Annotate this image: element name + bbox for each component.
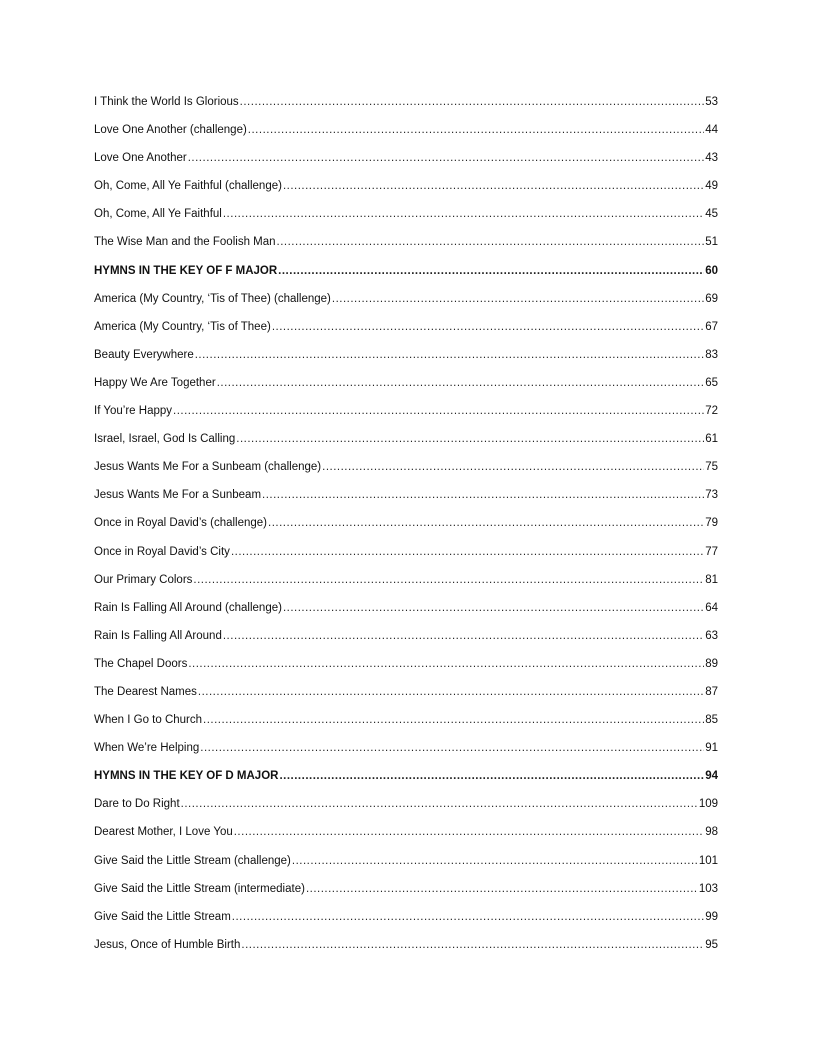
toc-dot-leader: [173, 401, 704, 421]
toc-page-number: 51: [705, 236, 718, 249]
toc-entry[interactable]: [94, 289, 718, 317]
toc-entry-title: America (My Country, ‘Tis of Thee): [94, 320, 271, 333]
toc-entry[interactable]: [94, 317, 718, 345]
toc-dot-leader: [268, 513, 704, 533]
toc-page-number: 75: [705, 461, 718, 474]
toc-entry-title: I Think the World Is Glorious: [94, 96, 239, 108]
toc-entry-title: Jesus Wants Me For a Sunbeam (challenge): [94, 461, 322, 474]
toc-entry-title: Dare to Do Right: [94, 798, 180, 811]
toc-dot-leader: [195, 345, 704, 365]
toc-entry[interactable]: [94, 148, 718, 176]
toc-entry[interactable]: [94, 879, 718, 907]
toc-page-number: 45: [705, 208, 718, 221]
toc-page-number: 43: [705, 152, 718, 165]
toc-entry-title: Give Said the Little Stream (challenge): [94, 854, 291, 867]
toc-dot-leader: [193, 570, 704, 590]
toc-page-number: 73: [705, 489, 718, 502]
toc-page-number: 64: [705, 601, 718, 614]
toc-dot-leader: [223, 626, 704, 646]
toc-page-number: 83: [705, 348, 718, 361]
toc-page-number: 98: [705, 826, 718, 839]
toc-entry-title: Oh, Come, All Ye Faithful (challenge): [94, 180, 282, 193]
toc-section-heading[interactable]: [94, 766, 718, 794]
toc-entry-title: HYMNS IN THE KEY OF F MAJOR: [94, 264, 278, 277]
toc-dot-leader: [236, 429, 704, 449]
toc-entry-title: Happy We Are Together: [94, 376, 216, 389]
toc-dot-leader: [232, 907, 704, 927]
toc-page-number: 60: [705, 264, 718, 277]
toc-entry[interactable]: [94, 542, 718, 570]
toc-page-number: 89: [705, 657, 718, 670]
toc-entry[interactable]: [94, 822, 718, 850]
toc-entry[interactable]: [94, 570, 718, 598]
toc-page-number: 103: [698, 882, 718, 895]
toc-page-number: 72: [705, 405, 718, 418]
toc-page-number: 49: [705, 180, 718, 193]
toc-entry[interactable]: [94, 794, 718, 822]
toc-entry[interactable]: [94, 92, 718, 120]
toc-page-number: 69: [705, 292, 718, 305]
toc-entry-title: Once in Royal David’s City: [94, 545, 230, 558]
toc-dot-leader: [262, 485, 704, 505]
toc-entry[interactable]: [94, 710, 718, 738]
toc-entry-title: Give Said the Little Stream (intermediate): [94, 882, 305, 895]
toc-entry[interactable]: [94, 176, 718, 204]
toc-dot-leader: [322, 457, 704, 477]
toc-page-number: 87: [705, 685, 718, 698]
toc-dot-leader: [248, 120, 704, 140]
toc-dot-leader: [188, 654, 704, 674]
toc-entry[interactable]: [94, 626, 718, 654]
toc-dot-leader: [283, 598, 704, 618]
toc-entry-title: Jesus Wants Me For a Sunbeam: [94, 489, 262, 502]
toc-page-number: 109: [698, 798, 718, 811]
toc-page-number: 81: [705, 573, 718, 586]
toc-entry-title: Dearest Mother, I Love You: [94, 826, 233, 839]
toc-entry-title: Our Primary Colors: [94, 573, 193, 586]
toc-dot-leader: [223, 204, 704, 224]
toc-dot-leader: [278, 261, 704, 281]
toc-dot-leader: [234, 822, 704, 842]
toc-page-number: 99: [705, 910, 718, 923]
toc-dot-leader: [283, 176, 704, 196]
toc-entry-title: If You’re Happy: [94, 405, 173, 418]
toc-page-number: 94: [705, 770, 718, 783]
toc-entry[interactable]: [94, 457, 718, 485]
toc-dot-leader: [241, 935, 704, 955]
toc-entry[interactable]: [94, 513, 718, 541]
toc-page-number: 63: [705, 629, 718, 642]
toc-entry-title: HYMNS IN THE KEY OF D MAJOR: [94, 770, 279, 783]
toc-entry[interactable]: [94, 851, 718, 879]
toc-page-number: 77: [705, 545, 718, 558]
toc-entry[interactable]: [94, 429, 718, 457]
toc-page-number: 61: [705, 433, 718, 446]
toc-entry-title: The Dearest Names: [94, 685, 197, 698]
toc-page-number: 101: [698, 854, 718, 867]
toc-dot-leader: [200, 738, 704, 758]
toc-entry-title: When I Go to Church: [94, 714, 203, 727]
toc-entry-title: The Wise Man and the Foolish Man: [94, 236, 276, 249]
toc-dot-leader: [188, 148, 704, 168]
toc-dot-leader: [217, 373, 705, 393]
toc-entry-title: The Chapel Doors: [94, 657, 188, 670]
toc-dot-leader: [231, 542, 704, 562]
toc-entry[interactable]: [94, 345, 718, 373]
toc-entry-title: Israel, Israel, God Is Calling: [94, 433, 236, 446]
toc-dot-leader: [198, 682, 704, 702]
toc-page-number: 67: [705, 320, 718, 333]
toc-entry[interactable]: [94, 935, 718, 963]
toc-entry-title: America (My Country, ‘Tis of Thee) (challenge): [94, 292, 331, 305]
toc-dot-leader: [292, 851, 698, 871]
toc-section-heading[interactable]: [94, 261, 718, 289]
toc-entry-title: Love One Another: [94, 152, 187, 165]
toc-page-number: 65: [705, 376, 718, 389]
toc-dot-leader: [277, 232, 705, 252]
toc-entry[interactable]: [94, 907, 718, 935]
table-of-contents: [94, 92, 718, 963]
toc-entry[interactable]: [94, 485, 718, 513]
toc-dot-leader: [332, 289, 704, 309]
toc-entry[interactable]: [94, 120, 718, 148]
toc-entry[interactable]: [94, 598, 718, 626]
toc-entry-title: Rain Is Falling All Around: [94, 629, 222, 642]
toc-dot-leader: [306, 879, 698, 899]
toc-entry[interactable]: [94, 401, 718, 429]
toc-page-number: 91: [705, 742, 718, 755]
toc-entry-title: Oh, Come, All Ye Faithful: [94, 208, 222, 221]
toc-page-number: 79: [705, 517, 718, 530]
toc-entry-title: Once in Royal David’s (challenge): [94, 517, 268, 530]
toc-entry[interactable]: [94, 373, 718, 401]
toc-dot-leader: [240, 92, 705, 112]
toc-dot-leader: [203, 710, 704, 730]
toc-entry-title: Love One Another (challenge): [94, 124, 247, 137]
toc-page-number: 85: [705, 714, 718, 727]
toc-entry-title: Rain Is Falling All Around (challenge): [94, 601, 282, 614]
toc-entry-title: Beauty Everywhere: [94, 348, 194, 361]
toc-dot-leader: [272, 317, 704, 337]
toc-page-number: 44: [705, 124, 718, 137]
toc-entry[interactable]: [94, 232, 718, 260]
toc-dot-leader: [181, 794, 698, 814]
toc-entry[interactable]: [94, 738, 718, 766]
toc-entry[interactable]: [94, 204, 718, 232]
toc-entry-title: When We’re Helping: [94, 742, 200, 755]
toc-entry-title: Give Said the Little Stream: [94, 910, 231, 923]
toc-entry[interactable]: [94, 682, 718, 710]
toc-dot-leader: [279, 766, 704, 786]
toc-entry[interactable]: [94, 654, 718, 682]
toc-entry-title: Jesus, Once of Humble Birth: [94, 938, 241, 951]
toc-page-number: 53: [705, 96, 718, 108]
toc-page-number: 95: [705, 938, 718, 951]
